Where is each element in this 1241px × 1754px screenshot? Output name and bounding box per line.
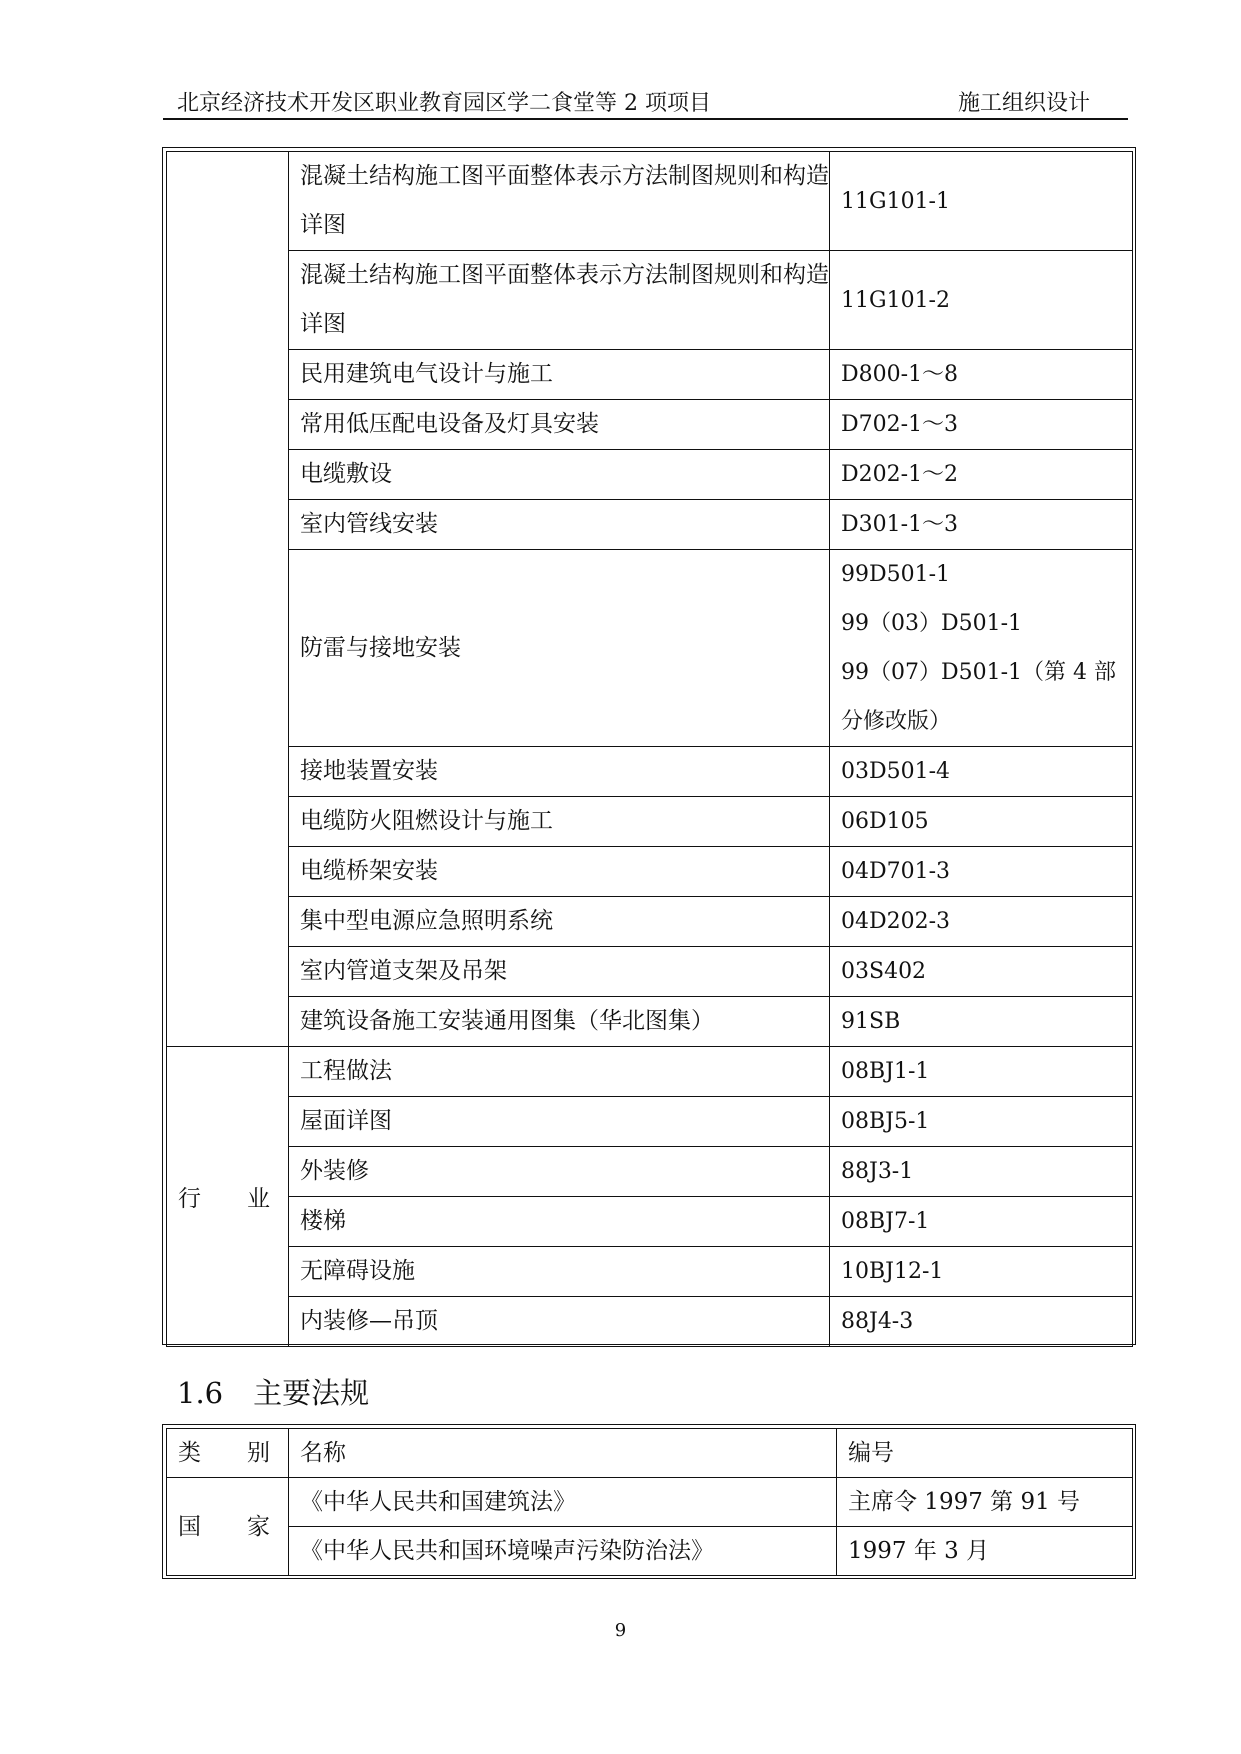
category-char: 国 <box>178 1513 201 1540</box>
standard-code: 04D701-3 <box>830 847 1133 897</box>
standard-name: 屋面详图 <box>289 1097 830 1147</box>
standard-name: 外装修 <box>289 1147 830 1197</box>
table-row <box>167 1147 1133 1197</box>
standard-code: 11G101-2 <box>830 251 1133 350</box>
code-line: 99（03）D501-1 <box>841 611 1023 636</box>
header-category-char: 别 <box>247 1440 270 1466</box>
header-name: 名称 <box>289 1429 837 1478</box>
standard-name: 防雷与接地安装 <box>289 550 830 747</box>
regulation-name: 《中华人民共和国建筑法》 <box>289 1478 837 1527</box>
standard-name: 工程做法 <box>289 1047 830 1097</box>
standards-table <box>166 151 1133 1347</box>
standard-name: 集中型电源应急照明系统 <box>289 897 830 947</box>
table-row <box>167 747 1133 797</box>
standard-name: 接地装置安装 <box>289 747 830 797</box>
table-row <box>167 1197 1133 1247</box>
table-row <box>167 350 1133 400</box>
category-char: 家 <box>247 1513 270 1540</box>
table-row <box>167 500 1133 550</box>
table-row <box>167 1097 1133 1147</box>
standard-name: 混凝土结构施工图平面整体表示方法制图规则和构造详图 <box>289 251 830 350</box>
code-line: 99（07）D501-1（第 4 部 <box>841 660 1117 685</box>
regulation-name: 《中华人民共和国环境噪声污染防治法》 <box>289 1527 837 1576</box>
standard-code: 88J3-1 <box>830 1147 1133 1197</box>
section-heading <box>177 1371 369 1412</box>
standard-code-multi <box>830 550 1133 747</box>
category-char: 行 <box>178 1186 201 1212</box>
standard-code: D800-1～8 <box>830 350 1133 400</box>
table-row <box>167 400 1133 450</box>
standard-name: 常用低压配电设备及灯具安装 <box>289 400 830 450</box>
standard-code: 06D105 <box>830 797 1133 847</box>
standard-code: 04D202-3 <box>830 897 1133 947</box>
category-cell <box>167 1478 289 1576</box>
regulation-code: 主席令 1997 第 91 号 <box>837 1478 1133 1527</box>
standard-name: 民用建筑电气设计与施工 <box>289 350 830 400</box>
header-project-title: 北京经济技术开发区职业教育园区学二食堂等 2 项项目 <box>177 91 711 116</box>
standard-name: 电缆桥架安装 <box>289 847 830 897</box>
code-line: 分修改版） <box>841 709 952 734</box>
table-row <box>167 251 1133 350</box>
standard-code: 10BJ12-1 <box>830 1247 1133 1297</box>
standard-name: 混凝土结构施工图平面整体表示方法制图规则和构造详图 <box>289 152 830 251</box>
standard-name: 室内管线安装 <box>289 500 830 550</box>
header-document-type: 施工组织设计 <box>958 91 1091 116</box>
table-row <box>167 1297 1133 1347</box>
category-cell-blank <box>167 152 289 1047</box>
standard-code: 03D501-4 <box>830 747 1133 797</box>
section-title: 主要法规 <box>253 1376 370 1410</box>
standard-name: 电缆防火阻燃设计与施工 <box>289 797 830 847</box>
table-row <box>167 1527 1133 1576</box>
standard-name: 室内管道支架及吊架 <box>289 947 830 997</box>
page-number: 9 <box>614 1620 627 1641</box>
table-row <box>167 152 1133 251</box>
standard-code: 11G101-1 <box>830 152 1133 251</box>
table-row <box>167 797 1133 847</box>
code-line: 99D501-1 <box>841 562 951 587</box>
standard-code: D202-1～2 <box>830 450 1133 500</box>
table-row <box>167 1478 1133 1527</box>
table-row <box>167 897 1133 947</box>
table-row <box>167 1247 1133 1297</box>
standard-name: 无障碍设施 <box>289 1247 830 1297</box>
standard-code: 08BJ1-1 <box>830 1047 1133 1097</box>
standard-name: 建筑设备施工安装通用图集（华北图集） <box>289 997 830 1047</box>
standard-name: 内装修—吊顶 <box>289 1297 830 1347</box>
table-row <box>167 997 1133 1047</box>
standard-code: 08BJ7-1 <box>830 1197 1133 1247</box>
table-row <box>167 1047 1133 1097</box>
section-number: 1.6 <box>177 1376 224 1410</box>
table-header-row <box>167 1429 1133 1478</box>
category-char: 业 <box>247 1186 270 1212</box>
category-cell <box>167 1047 289 1347</box>
standard-code: D301-1～3 <box>830 500 1133 550</box>
table-row <box>167 450 1133 500</box>
regulations-table <box>166 1428 1133 1576</box>
header-rule <box>163 118 1128 120</box>
standard-name: 电缆敷设 <box>289 450 830 500</box>
regulation-code: 1997 年 3 月 <box>837 1527 1133 1576</box>
table-row <box>167 847 1133 897</box>
standard-code: D702-1～3 <box>830 400 1133 450</box>
standard-code: 03S402 <box>830 947 1133 997</box>
standard-code: 08BJ5-1 <box>830 1097 1133 1147</box>
header-code: 编号 <box>837 1429 1133 1478</box>
header-category-char: 类 <box>178 1440 201 1466</box>
standard-code: 88J4-3 <box>830 1297 1133 1347</box>
table-row <box>167 947 1133 997</box>
standard-code: 91SB <box>830 997 1133 1047</box>
standard-name: 楼梯 <box>289 1197 830 1247</box>
header-category <box>167 1429 289 1478</box>
table-row <box>167 550 1133 747</box>
